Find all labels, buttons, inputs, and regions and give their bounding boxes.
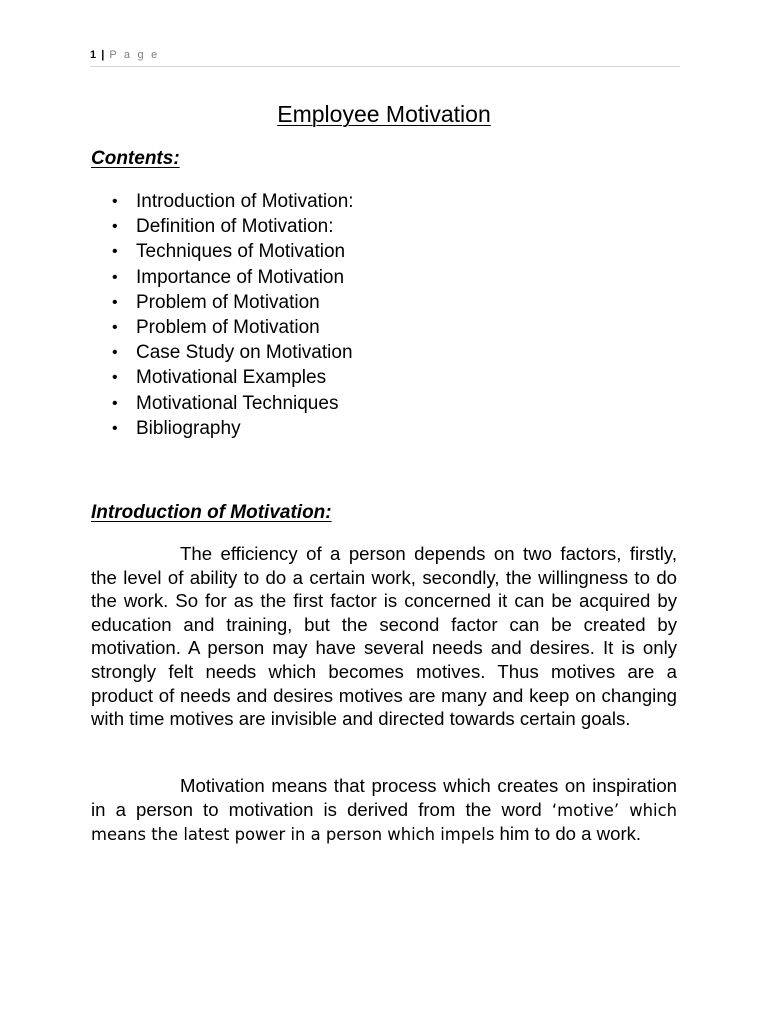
contents-item: [112, 265, 354, 290]
paragraph-2-start: Motivation means that process which creates on inspiration in a person to motivation is derived from the word: [91, 775, 677, 820]
contents-item: [112, 315, 354, 340]
bullet-icon: •: [112, 394, 118, 412]
contents-item-label: Techniques of Motivation: [136, 241, 346, 263]
contents-item-label: Importance of Motivation: [136, 266, 345, 288]
bullet-icon: •: [112, 193, 118, 210]
contents-heading: Contents:: [91, 148, 180, 169]
bullet-icon: •: [112, 344, 118, 362]
bullet-icon: •: [112, 419, 118, 437]
contents-item: [112, 290, 354, 315]
contents-item: [112, 189, 354, 214]
document-title: Employee Motivation: [277, 101, 491, 127]
contents-item-label: Problem of Motivation: [136, 316, 320, 338]
page-separator: |: [101, 49, 105, 61]
bullet-icon: •: [112, 318, 118, 336]
contents-item: [112, 239, 354, 264]
contents-list: [112, 189, 354, 441]
contents-item-label: Definition of Motivation:: [136, 216, 334, 238]
contents-item: [112, 416, 354, 441]
contents-item-label: Problem of Motivation: [136, 291, 320, 313]
contents-item-label: Motivational Examples: [136, 367, 327, 389]
introduction-paragraph-1: The efficiency of a person depends on two factors, firstly, the level of ability to do a certain work, secondly, the willingness to do the work. So for as the first factor is concerned it can be acquired by education and training, but the second factor can be created by motivation. A person may have several needs and desires. It is only strongly felt needs which becomes motives. Thus motives are a product of needs and desires motives are many and keep on changing with time motives are invisible and directed towards certain goals.: [91, 543, 677, 730]
page-label: P a g e: [109, 49, 160, 61]
bullet-icon: •: [112, 293, 118, 311]
contents-item-label: Motivational Techniques: [136, 392, 339, 414]
page-number: 1: [90, 49, 97, 61]
contents-item: [112, 340, 354, 365]
page-header: [90, 46, 680, 67]
contents-item-label: Bibliography: [136, 417, 241, 439]
contents-item: [112, 391, 354, 416]
bullet-icon: •: [112, 268, 118, 286]
bullet-icon: •: [112, 218, 118, 236]
paragraph-2-end: him to do a work.: [494, 823, 642, 845]
contents-item: [112, 365, 354, 390]
motive-definition-quote: ‘motive’ which means the latest power in a person which impels: [91, 800, 678, 845]
bullet-icon: •: [112, 369, 118, 387]
introduction-paragraph-2: [91, 774, 677, 847]
bullet-icon: •: [112, 243, 118, 261]
introduction-heading: Introduction of Motivation:: [91, 502, 332, 523]
contents-item-label: Case Study on Motivation: [136, 342, 353, 364]
contents-item-label: Introduction of Motivation:: [136, 191, 354, 212]
contents-item: [112, 214, 354, 239]
